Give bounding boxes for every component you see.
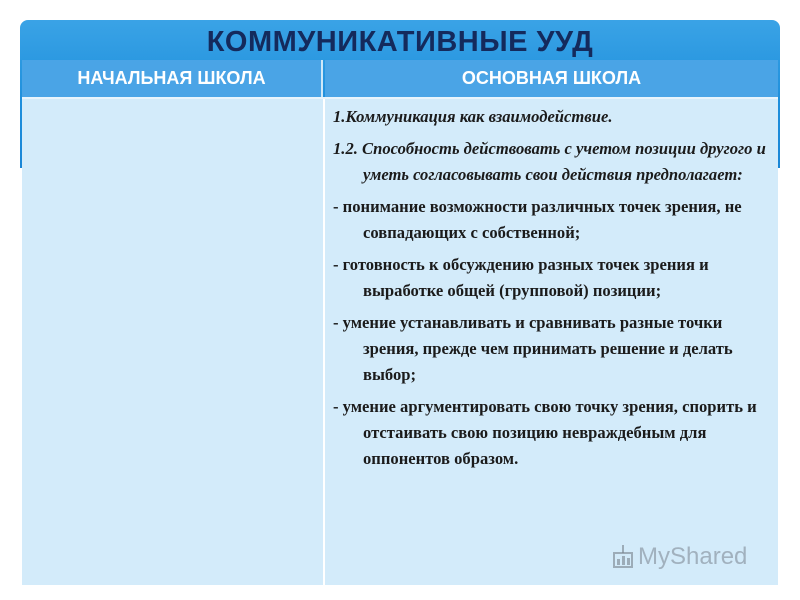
slide-title: КОММУНИКАТИВНЫЕ УУД bbox=[206, 26, 594, 58]
paragraph-ability-heading: 1.2. Способность действовать с учетом позиции другого и уметь согласовывать свои действия предполагает: bbox=[333, 139, 766, 184]
paragraph-communication-heading: 1.Коммуникация как взаимодействие. bbox=[333, 107, 613, 126]
paragraph-understanding: - понимание возможности различных точек зрения, не совпадающих с собственной; bbox=[333, 197, 742, 242]
basic-school-content bbox=[333, 104, 773, 478]
column-header-primary-school: НАЧАЛЬНАЯ ШКОЛА bbox=[22, 60, 323, 97]
paragraph-argue: - умение аргументировать свою точку зрения, спорить и отстаивать свою позицию невраждебным для оппонентов образом. bbox=[333, 397, 757, 468]
watermark-text: MyShared bbox=[638, 543, 748, 570]
paragraph-readiness: - готовность к обсуждению разных точек зрения и выработке общей (групповой) позиции; bbox=[333, 255, 709, 300]
paragraph-compare: - умение устанавливать и сравнивать разные точки зрения, прежде чем принимать решение и делать выбор; bbox=[333, 313, 733, 384]
column-header-basic-school: ОСНОВНАЯ ШКОЛА bbox=[325, 60, 778, 97]
primary-school-cell bbox=[22, 99, 323, 585]
